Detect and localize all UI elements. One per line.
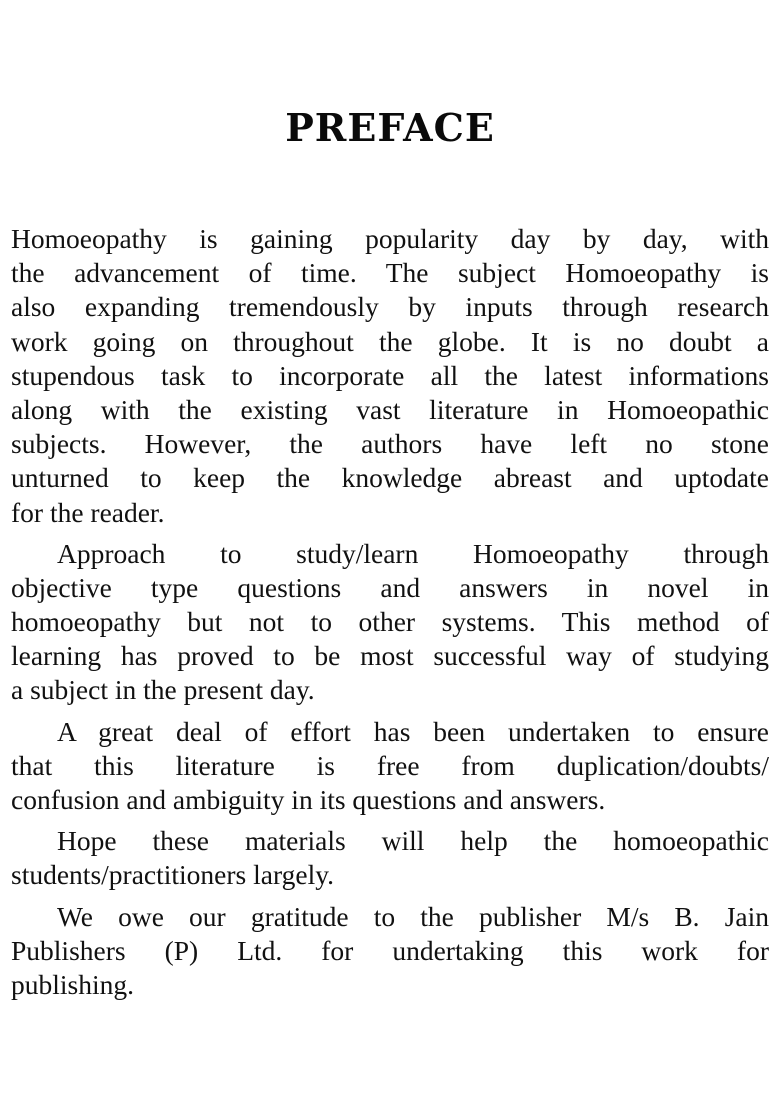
text-line: for the reader. [11,496,165,528]
text-line: the advancement of time. The subject Homoeopathy is [11,257,769,289]
preface-body [11,222,769,1009]
text-line: stupendous task to incorporate all the latest informations [11,359,769,391]
text-line: A great deal of effort has been undertaken to ensure [57,715,769,747]
text-line: unturned to keep the knowledge abreast and uptodate [11,462,769,494]
text-line: We owe our gratitude to the publisher M/s B. Jain [57,900,769,932]
text-line: publishing. [11,968,134,1000]
text-line: students/practitioners largely. [11,859,335,891]
text-line: Homoeopathy is gaining popularity day by day, with [11,223,769,254]
text-line: work going on throughout the globe. It is no doubt a [11,325,769,357]
text-line: also expanding tremendously by inputs through research [11,291,769,323]
text-line: Hope these materials will help the homoeopathic [57,825,769,857]
text-line: a subject in the present day. [11,674,315,706]
text-line: subjects. However, the authors have left no stone [11,428,769,460]
text-line: Approach to study/learn Homoeopathy through [57,537,769,569]
paragraph-3 [11,715,769,818]
text-line: confusion and ambiguity in its questions and answers. [11,784,606,815]
page-title: PREFACE [285,105,495,150]
text-line: Publishers (P) Ltd. for undertaking this work for [11,934,769,966]
text-line: objective type questions and answers in novel in [11,571,769,603]
text-line: that this literature is free from duplication/doubts/ [11,749,769,781]
paragraph-1 [11,222,769,530]
paragraph-5 [11,900,769,1003]
text-line: along with the existing vast literature in Homoeopathic [11,393,769,425]
paragraph-2 [11,537,769,708]
paragraph-4 [11,824,769,892]
text-line: learning has proved to be most successful way of studying [11,640,769,672]
text-line: homoeopathy but not to other systems. This method of [11,606,769,638]
